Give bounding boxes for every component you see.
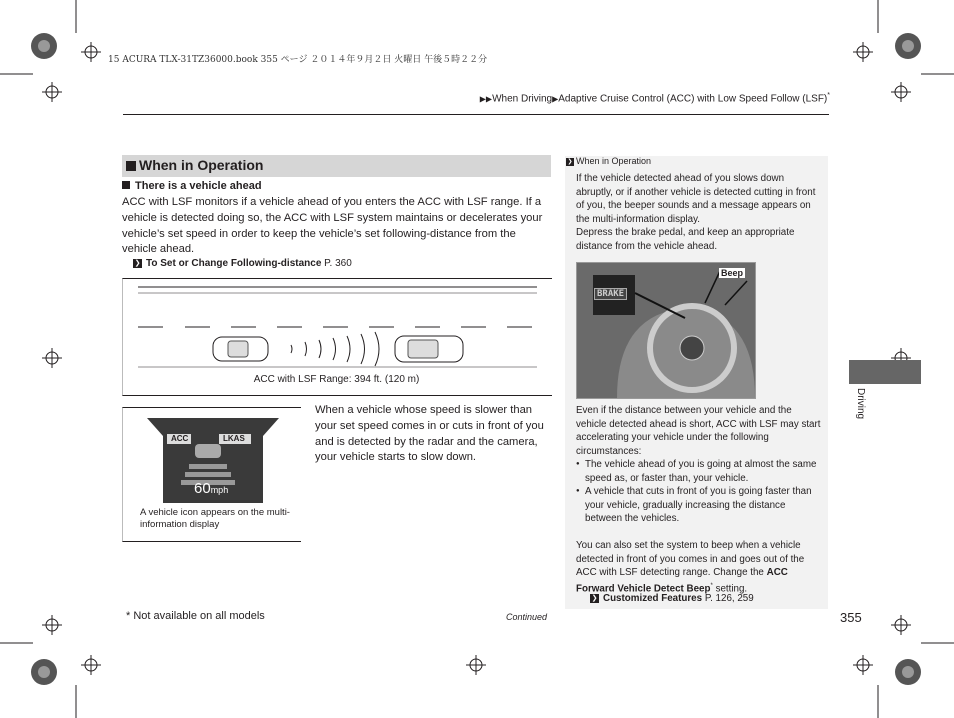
setting-mark: * — [710, 582, 713, 589]
square-bullet-icon — [126, 161, 136, 171]
sidebar-p2-text: Even if the distance between your vehicle and the vehicle detected ahead is short, ACC with LSF may start accelerating your vehicle under the following circumstances: — [576, 405, 821, 457]
subheading — [122, 180, 262, 192]
sidebar-paragraph-2 — [576, 404, 821, 526]
breadcrumb-part1: When Driving — [492, 93, 553, 105]
speed-value — [194, 480, 228, 497]
bullet-item: ● A vehicle that cuts in front of you is going faster than your vehicle, gradually increasing the distance between the vehicles. — [585, 485, 821, 526]
section-heading — [122, 155, 551, 177]
square-bullet-icon — [122, 181, 130, 189]
breadcrumb-arrows: ▶▶ — [479, 94, 493, 104]
sidebar-paragraph-3 — [576, 539, 821, 595]
xref2-pages: P. 126, 259 — [704, 593, 754, 604]
breadcrumb-part2: Adaptive Cruise Control (ACC) with Low Speed Follow (LSF) — [558, 93, 828, 105]
sidebar-p1a: If the vehicle detected ahead of you slows down abruptly, or if another vehicle is detected cutting in front of you, the beeper sounds and a message appears on the multi-information display. — [576, 173, 816, 225]
arrow-ref-icon: ❯ — [567, 158, 573, 165]
own-car-icon — [213, 337, 268, 361]
breadcrumb-arrow: ▶ — [552, 94, 559, 104]
sidebar-heading-text: When in Operation — [576, 156, 652, 166]
brake-message: BRAKE — [594, 288, 627, 300]
continued-label: Continued — [506, 612, 548, 622]
page-number: 355 — [840, 610, 862, 625]
breadcrumb-mark: * — [827, 92, 830, 99]
dashboard-illustration — [576, 262, 756, 399]
vehicle-ahead-icon — [395, 336, 463, 362]
body-paragraph: ACC with LSF monitors if a vehicle ahead of you enters the ACC with LSF range. If a vehicle is detected doing so, the ACC with LSF system maintains or decelerates your vehicle’s set speed in order to keep the vehicle’s set following-distance from the vehicle ahead. — [122, 196, 543, 256]
sidebar-heading — [566, 156, 651, 166]
beep-label: Beep — [721, 268, 744, 278]
sidebar-p3b: setting. — [715, 582, 748, 594]
cross-reference[interactable] — [133, 258, 352, 269]
sidebar-bullets — [576, 458, 821, 526]
sidebar-p3a: You can also set the system to beep when a vehicle detected in front of you comes in and goes out of the ACC with LSF detecting range. Change the — [576, 540, 805, 578]
xref-text[interactable]: To Set or Change Following-distance — [146, 258, 322, 269]
speed-unit: mph — [210, 485, 229, 495]
xref-page: P. 360 — [324, 258, 352, 269]
sidebar-paragraph-1 — [576, 172, 821, 253]
speed-number: 60 — [194, 480, 211, 497]
body-paragraph-2: When a vehicle whose speed is slower than your set speed comes in or cuts in front of you and is detected by the radar and the camera, your vehicle starts to slow down. — [315, 404, 544, 464]
road-caption: ACC with LSF Range: 394 ft. (120 m) — [253, 374, 420, 385]
print-header: 15 ACURA TLX-31TZ36000.book 355 ページ ２０１４年９月２日 火曜日 午後５時２２分 — [108, 55, 488, 65]
sidebar-p1b: Depress the brake pedal, and keep an appropriate distance from the vehicle ahead. — [576, 227, 795, 252]
section-title: When in Operation — [139, 157, 264, 173]
customized-features-xref[interactable] — [590, 593, 754, 604]
header-rule — [123, 114, 829, 115]
setting-name: ACC Forward Vehicle Detect Beep — [576, 567, 788, 594]
chapter-tab-label: Driving — [855, 388, 866, 420]
dashboard-drawing — [577, 263, 755, 398]
arrow-ref-icon: ❯ — [134, 259, 141, 267]
acc-label: ACC — [171, 434, 189, 443]
breadcrumb — [440, 92, 830, 104]
display-caption: A vehicle icon appears on the multi-information display — [140, 507, 290, 530]
footnote: * Not available on all models — [126, 610, 265, 622]
chapter-tab — [849, 360, 921, 384]
subheading-text: There is a vehicle ahead — [135, 180, 262, 192]
arrow-ref-icon: ❯ — [591, 594, 598, 602]
lkas-label: LKAS — [223, 434, 245, 443]
xref2-text[interactable]: Customized Features — [603, 593, 703, 604]
bullet-item: ● The vehicle ahead of you is going at almost the same speed as, or faster than, your vehicle. — [585, 458, 821, 485]
